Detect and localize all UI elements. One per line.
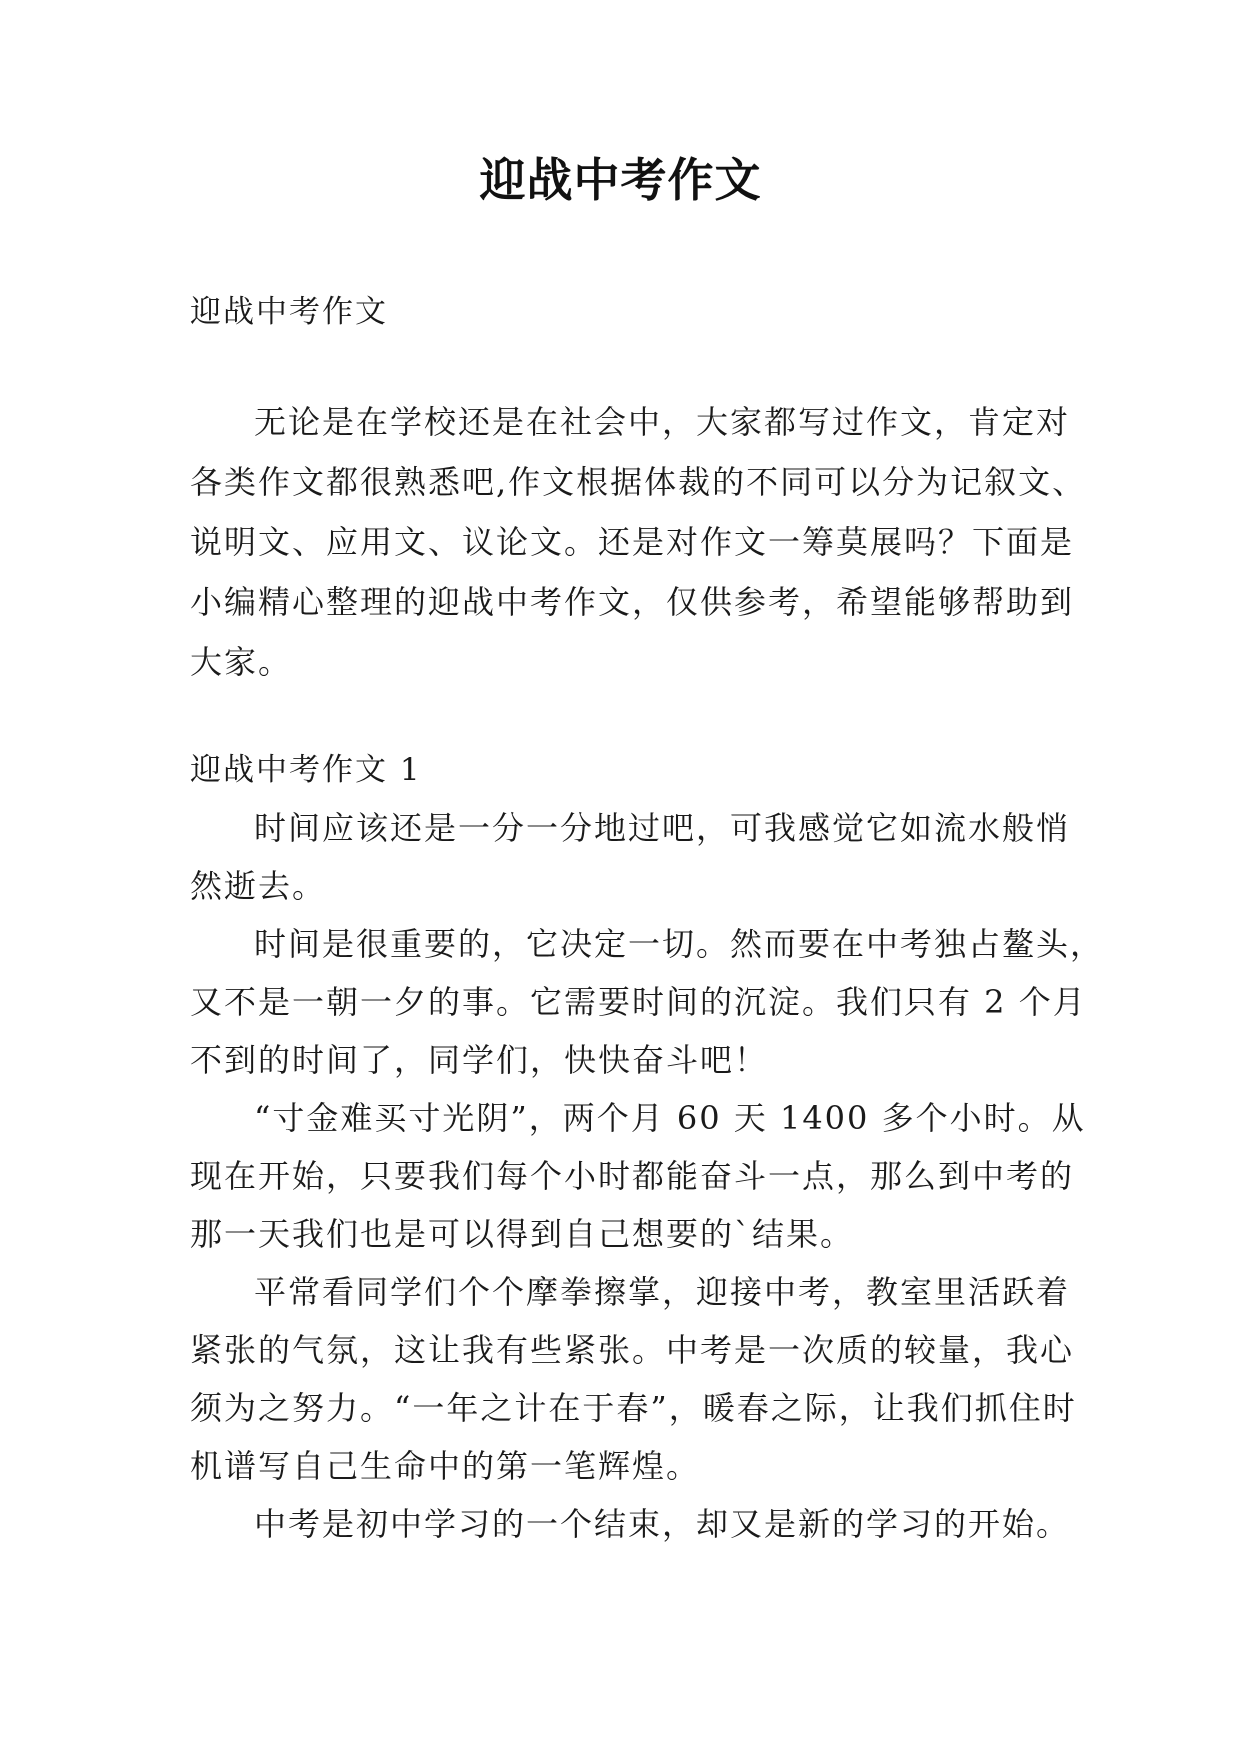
document-title: 迎战中考作文 [479, 153, 762, 207]
body-line: 紧张的气氛，这让我有些紧张。中考是一次质的较量，我心 [190, 1331, 1075, 1369]
body-line: 须为之努力。“一年之计在于春”，暖春之际，让我们抓住时 [190, 1389, 1077, 1427]
body-line: 时间是很重要的，它决定一切。然而要在中考独占鳌头， [254, 925, 1105, 963]
intro-line: 说明文、应用文、议论文。还是对作文一筹莫展吗？下面是 [190, 523, 1075, 561]
intro-line: 大家。 [190, 643, 293, 681]
intro-line: 小编精心整理的迎战中考作文，仅供参考，希望能够帮助到 [190, 583, 1075, 621]
body-line: 现在开始，只要我们每个小时都能奋斗一点，那么到中考的 [190, 1157, 1075, 1195]
intro-line: 无论是在学校还是在社会中，大家都写过作文，肯定对 [254, 403, 1071, 441]
body-line: 平常看同学们个个摩拳擦掌，迎接中考，教室里活跃着 [254, 1273, 1071, 1311]
body-line: 时间应该还是一分一分地过吧，可我感觉它如流水般悄 [254, 809, 1071, 847]
section-heading: 迎战中考作文 1 [190, 752, 422, 788]
body-line: 那一天我们也是可以得到自己想要的`结果。 [190, 1215, 855, 1253]
body-line: 不到的时间了，同学们，快快奋斗吧！ [190, 1041, 769, 1079]
body-line: 又不是一朝一夕的事。它需要时间的沉淀。我们只有 2 个月 [190, 983, 1087, 1021]
body-line: 然逝去。 [190, 867, 327, 905]
body-line: 机谱写自己生命中的第一笔辉煌。 [190, 1447, 701, 1485]
body-line: “寸金难买寸光阴”，两个月 60 天 1400 多个小时。从 [254, 1099, 1086, 1137]
document-subtitle: 迎战中考作文 [190, 294, 388, 330]
intro-line: 各类作文都很熟悉吧,作文根据体裁的不同可以分为记叙文、 [190, 463, 1087, 501]
body-line: 中考是初中学习的一个结束，却又是新的学习的开始。 [254, 1505, 1071, 1543]
